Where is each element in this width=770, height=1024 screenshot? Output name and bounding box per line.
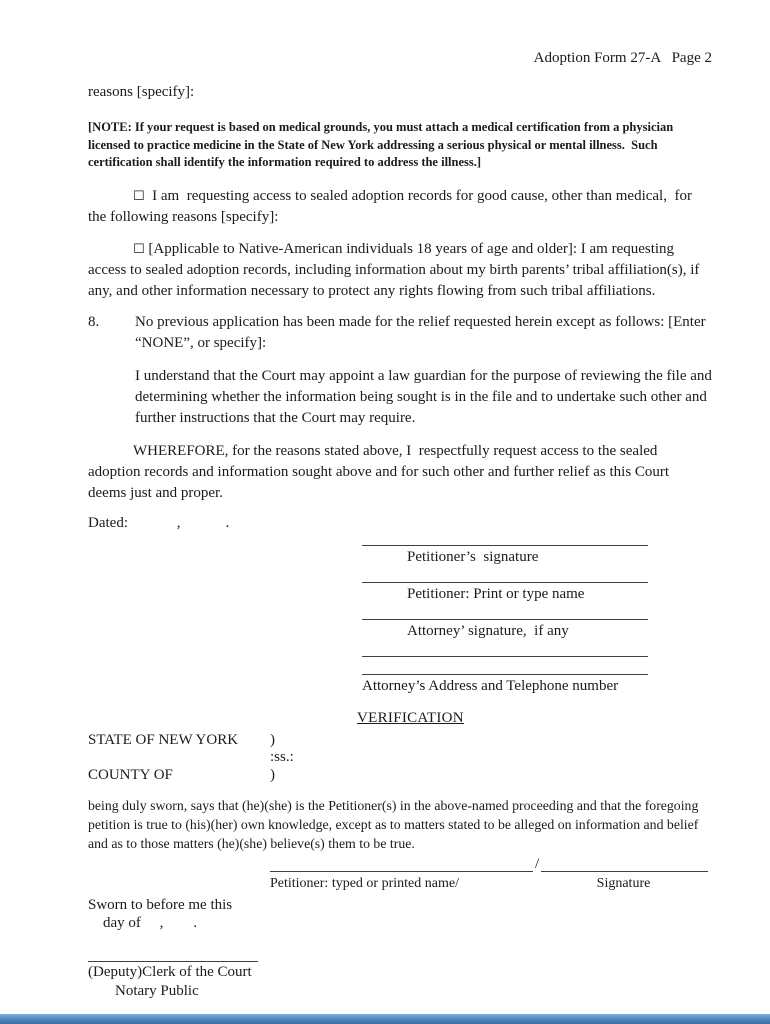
ss-label: :ss.:: [270, 749, 294, 765]
petitioner-signature-row: [270, 857, 708, 872]
bottom-bar: [0, 1014, 770, 1024]
slash-separator: /: [535, 856, 540, 872]
notary-attestation: [88, 896, 712, 932]
paragraph-line: [88, 239, 712, 260]
item-8: [88, 312, 712, 354]
state-label: STATE OF NEW YORK: [88, 731, 239, 748]
paragraph-line: petition is true to (his)(her) own knowledge, except as to matters stated to be alleged on information and belief: [88, 817, 699, 832]
item-body: [135, 312, 706, 354]
petitioner-signature-labels: [270, 872, 708, 893]
tribal-checkbox-icon[interactable]: ☐: [133, 241, 145, 257]
signature-label: Petitioner’s signature: [407, 548, 539, 565]
note-paragraph: [88, 119, 712, 172]
day-of-line[interactable]: day of , .: [103, 915, 198, 931]
paragraph-line: deems just and proper.: [88, 484, 223, 501]
note-line: [NOTE: If your request is based on medical grounds, you must attach a medical certification from a physician: [88, 120, 674, 134]
paragraph-line: any, and other information necessary to protect any rights flowing from such tribal affiliations.: [88, 282, 656, 299]
signature-label: Attorney’ signature, if any: [407, 622, 569, 639]
county-label[interactable]: COUNTY OF: [88, 766, 173, 783]
verification-heading: VERIFICATION: [357, 709, 464, 726]
signature-label: Petitioner: Print or type name: [407, 585, 585, 602]
paragraph-text: I am requesting access to sealed adoption records for good cause, other than medical, for: [144, 187, 692, 204]
law-guardian-paragraph: [135, 366, 712, 429]
signature-block: [362, 545, 648, 697]
paragraph-text: [Applicable to Native-American individuals 18 years of age and older]: I am requesting: [144, 240, 675, 257]
paragraph-line: adoption records and information sought above and for such other and further relief as this Court: [88, 463, 670, 480]
signature-label: Signature: [596, 876, 651, 891]
venue-block: [88, 732, 712, 785]
paragraph-line: WHEREFORE, for the reasons stated above, I respectfully request access to the sealed: [133, 442, 658, 459]
clerk-block: [88, 961, 712, 1000]
venue-row-ss: [88, 749, 712, 767]
signature-entry: [362, 582, 648, 605]
sworn-paragraph: [88, 796, 712, 853]
page-header: Adoption Form 27-A Page 2: [533, 50, 712, 66]
paragraph-line: further instructions that the Court may require.: [135, 409, 416, 426]
paragraph-line: determining whether the information being sought is in the file and to undertake such other and: [135, 388, 707, 405]
wherefore-paragraph: [88, 441, 712, 504]
signature-entry: [362, 619, 648, 642]
paragraph-line: “NONE”, or specify]:: [135, 334, 267, 351]
typed-name-line[interactable]: [270, 871, 533, 872]
notary-label: Notary Public: [115, 983, 199, 999]
dated-line[interactable]: Dated: , .: [88, 514, 230, 531]
paragraph-line: being duly sworn, says that (he)(she) is the Petitioner(s) in the above-named proceeding and that the foregoing: [88, 798, 699, 813]
note-line: certification shall identify the information required to address the illness.]: [88, 155, 482, 169]
item-number: 8.: [88, 313, 100, 330]
paragraph-line: [88, 186, 712, 207]
sworn-before-line: Sworn to before me this: [88, 897, 233, 913]
good-cause-paragraph: [88, 186, 712, 228]
reasons-line: reasons [specify]:: [88, 84, 195, 100]
paren-mark: ): [270, 766, 275, 783]
paragraph-line: access to sealed adoption records, including information about my birth parents’ tribal affiliation(s), if: [88, 261, 700, 278]
signature-entry: [362, 545, 648, 568]
note-line: licensed to practice medicine in the State of New York addressing a serious physical or mental illness. Such: [88, 137, 658, 152]
clerk-label: (Deputy)Clerk of the Court: [88, 964, 252, 980]
paragraph-line: No previous application has been made for the relief requested herein except as follows: [Enter: [135, 313, 706, 330]
paragraph-line: the following reasons [specify]:: [88, 208, 279, 225]
good-cause-checkbox-icon[interactable]: ☐: [133, 188, 145, 204]
page-content: [88, 48, 712, 1000]
paren-mark: ): [270, 731, 275, 748]
typed-name-label: Petitioner: typed or printed name/: [270, 876, 459, 891]
venue-row-county: [88, 767, 712, 785]
signature-label: Attorney’s Address and Telephone number: [362, 677, 619, 694]
venue-row-state: [88, 732, 712, 750]
paragraph-line: and as to those matters (he)(she) believe(s) them to be true.: [88, 836, 415, 851]
spacer: [362, 657, 648, 674]
paragraph-line: I understand that the Court may appoint a law guardian for the purpose of reviewing the file and: [135, 367, 712, 384]
verification-signature-line[interactable]: [541, 871, 708, 872]
tribal-paragraph: [88, 239, 712, 302]
